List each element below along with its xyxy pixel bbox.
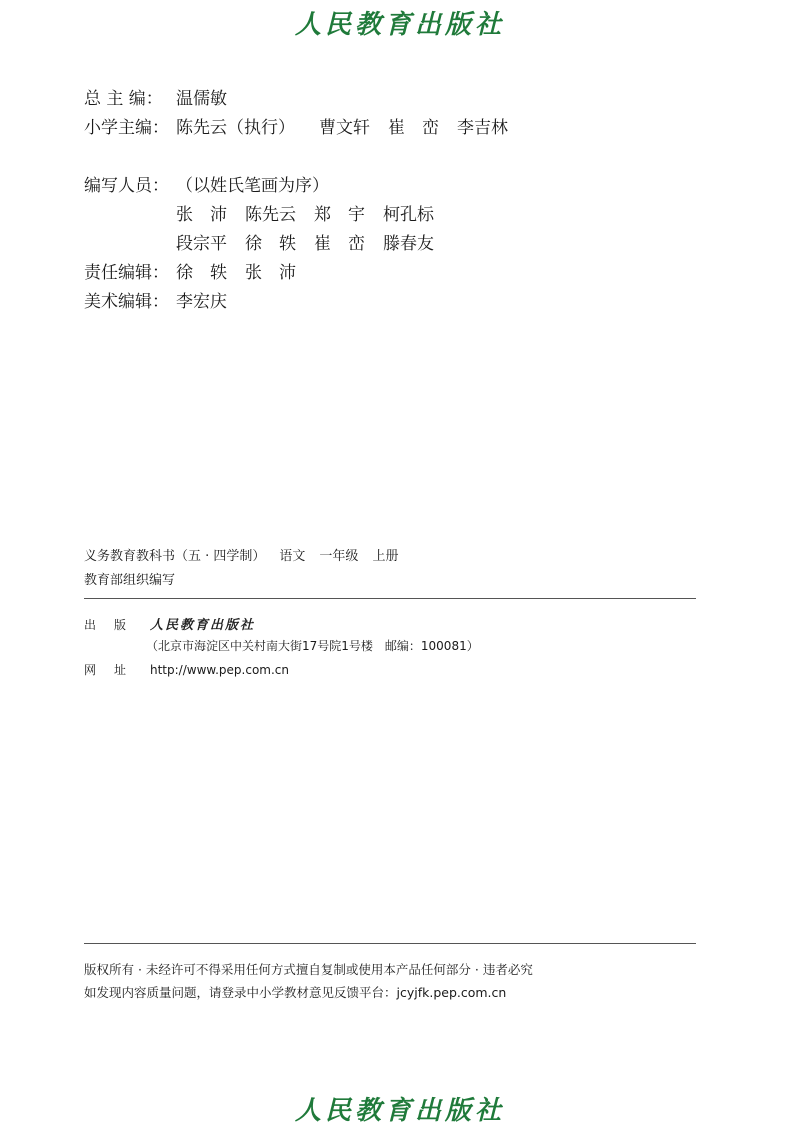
art-editor-label: 美术编辑：	[84, 292, 169, 312]
writers-names-2	[176, 229, 452, 254]
writer-name: 张 沛	[176, 205, 227, 225]
primary-editor-name: 崔 峦	[388, 118, 439, 138]
chief-editor-names	[176, 84, 245, 109]
publisher-row	[84, 614, 255, 633]
writer-name: 柯孔标	[383, 205, 434, 225]
website-row	[84, 661, 289, 678]
primary-editors-label: 小学主编：	[84, 118, 169, 138]
writer-name: 崔 峦	[314, 234, 365, 254]
copyright-notice: 版权所有 · 未经许可不得采用任何方式擅自复制或使用本产品任何部分 · 违者必究	[84, 962, 533, 977]
publisher-logo-bottom: 人民教育出版社	[294, 1096, 505, 1126]
writers-row-1	[176, 200, 452, 225]
book-volume: 上册	[372, 549, 399, 564]
primary-editors-row	[84, 113, 526, 138]
writer-name: 段宗平	[176, 234, 227, 254]
book-series: 义务教育教科书（五 · 四学制）	[84, 549, 266, 564]
chief-editor-row	[84, 84, 245, 109]
chief-editor-label: 总 主 编：	[84, 89, 163, 109]
divider-bottom	[84, 943, 696, 944]
compiled-by: 教育部组织编写	[84, 573, 176, 588]
publisher-logo-top: 人民教育出版社	[294, 10, 505, 40]
writers-names-1	[176, 200, 452, 225]
divider-top	[84, 598, 696, 599]
responsible-editors-names	[176, 258, 314, 283]
website-label: 网址	[84, 663, 145, 677]
art-editor-name: 李宏庆	[176, 292, 227, 312]
writers-note: （以姓氏笔画为序）	[176, 176, 329, 196]
website-link[interactable]: http://www.pep.com.cn	[150, 663, 289, 677]
responsible-editor-name: 张 沛	[245, 263, 296, 283]
writers-heading-row	[84, 171, 329, 196]
publisher-name-logo: 人民教育出版社	[150, 618, 256, 633]
book-grade: 一年级	[319, 549, 359, 564]
primary-editor-name: 陈先云（执行）	[176, 118, 295, 138]
writers-row-2	[176, 229, 452, 254]
feedback-notice: 如发现内容质量问题，请登录中小学教材意见反馈平台：jcyjfk.pep.com.cn	[84, 985, 507, 1000]
art-editor-names	[176, 287, 245, 312]
publisher-label: 出版	[84, 618, 145, 632]
book-subject: 语文	[279, 549, 306, 564]
book-title	[84, 545, 412, 564]
responsible-editors-label: 责任编辑：	[84, 263, 169, 283]
publisher-address: （北京市海淀区中关村南大街17号院1号楼 邮编：100081）	[146, 639, 479, 653]
primary-editor-name: 李吉林	[457, 118, 508, 138]
responsible-editors-row	[84, 258, 314, 283]
writer-name: 滕春友	[383, 234, 434, 254]
writer-name: 陈先云	[245, 205, 296, 225]
responsible-editor-name: 徐 轶	[176, 263, 227, 283]
primary-editors-names	[176, 113, 526, 138]
primary-editor-name: 曹文轩	[319, 118, 370, 138]
writer-name: 郑 宇	[314, 205, 365, 225]
art-editor-row	[84, 287, 245, 312]
writers-label: 编写人员：	[84, 176, 169, 196]
chief-editor-name: 温儒敏	[176, 89, 227, 109]
writer-name: 徐 轶	[245, 234, 296, 254]
